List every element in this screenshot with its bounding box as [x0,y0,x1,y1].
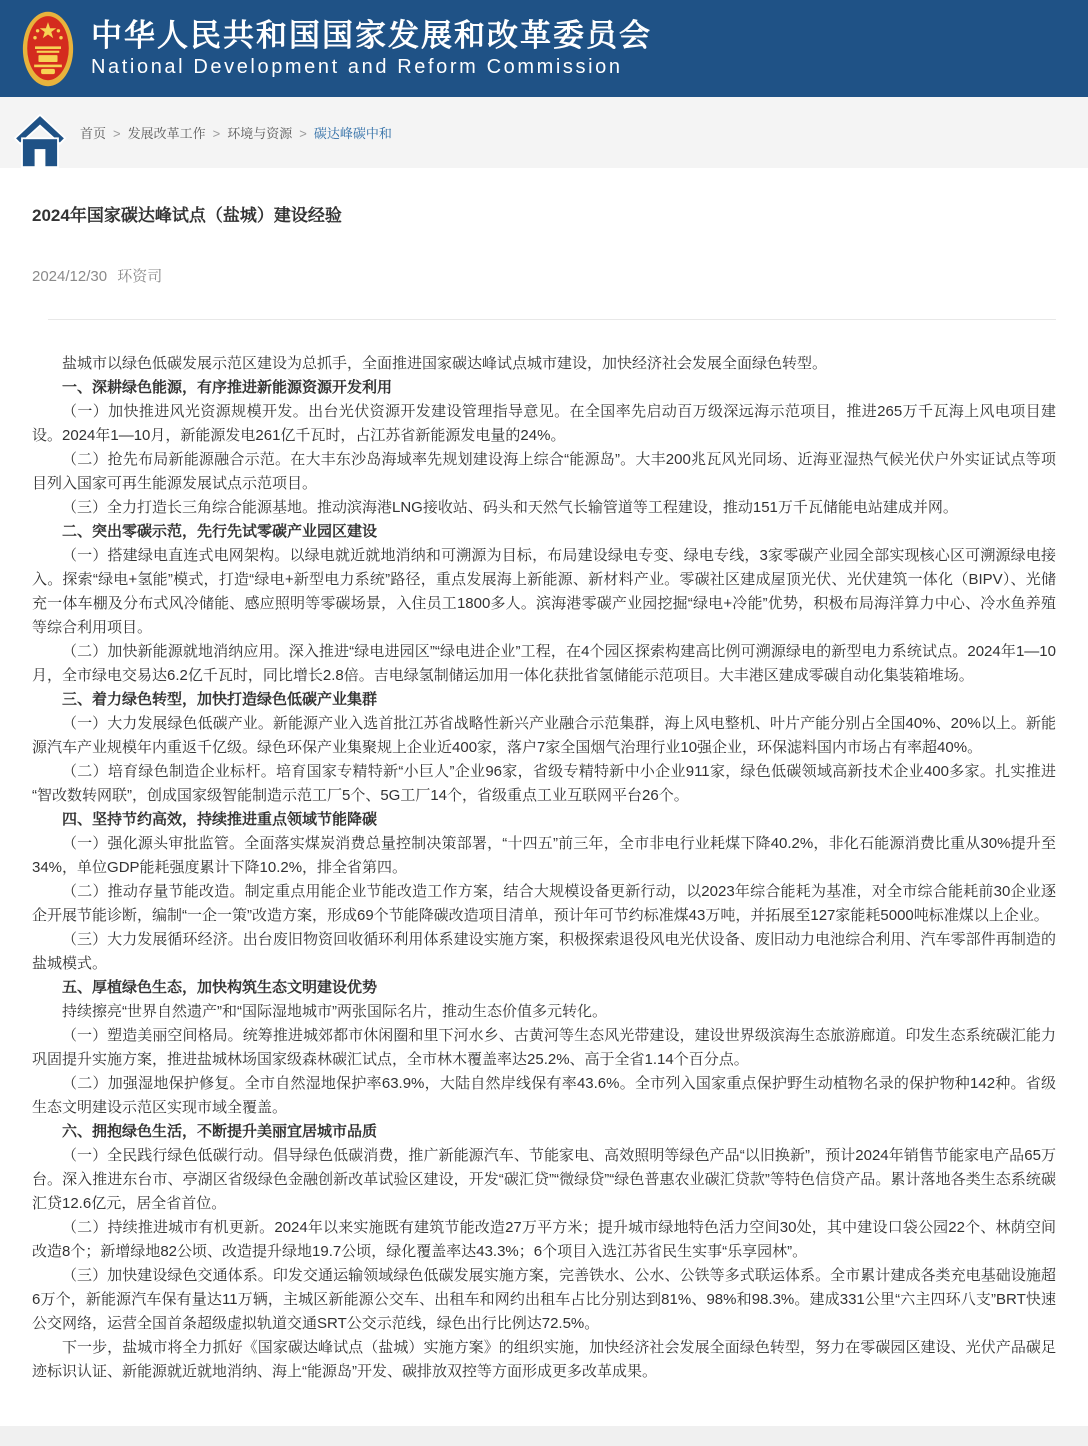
breadcrumb-separator: > [113,126,121,141]
article-paragraph: （二）培育绿色制造企业标杆。培育国家专精特新“小巨人”企业96家，省级专精特新中小企业911家，绿色低碳领域高新技术企业400多家。扎实推进“智改数转网联”，创成国家级智能制造示范工厂5个、5G工厂14个，省级重点工业互联网平台26个。 [32,763,1056,805]
breadcrumb-item-2[interactable]: 发展改革工作 [127,126,206,141]
article-paragraph: 下一步，盐城市将全力抓好《国家碳达峰试点（盐城）实施方案》的组织实施，加快经济社会发展全面绿色转型，努力在零碳园区建设、光伏产品碳足迹标识认证、新能源就近就地消纳、海上“能源岛”开发、碳排放双控等方面形成更多改革成果。 [32,1339,1056,1381]
article-paragraph: （二）持续推进城市有机更新。2024年以来实施既有建筑节能改造27万平方米；提升城市绿地特色活力空间30处，其中建设口袋公园22个、林荫空间改造8个；新增绿地82公顷、改造提升绿地19.7公顷，绿化覆盖率达43.3%；6个项目入选江苏省民生实事“乐享园林”。 [32,1219,1056,1261]
article-date: 2024/12/30 [32,268,108,286]
article-paragraph: （二）推动存量节能改造。制定重点用能企业节能改造工作方案，结合大规模设备更新行动，以2023年综合能耗为基准，对全市综合能耗前30企业逐企开展节能诊断，编制“一企一策”改造方案，形成69个节能降碳改造项目清单，预计年可节约标准煤43万吨，并拓展至127家能耗5000吨标准煤以上企业。 [32,883,1056,925]
breadcrumb [80,123,392,142]
page-footer-strip [0,1426,1088,1446]
article-department: 环资司 [117,268,163,286]
section-heading: 四、坚持节约高效，持续推进重点领域节能降碳 [62,811,378,829]
breadcrumb-separator: > [212,126,221,141]
section-heading: 三、着力绿色转型，加快打造绿色低碳产业集群 [62,691,378,709]
article-paragraph: （一）强化源头审批监管。全面落实煤炭消费总量控制决策部署，“十四五”前三年，全市非电行业耗煤下降40.2%，非化石能源消费比重从30%提升至34%，单位GDP能耗强度累计下降10.2%，排全省第四。 [32,835,1056,877]
breadcrumb-separator: > [299,126,307,141]
article-paragraph: 持续擦亮“世界自然遗产”和“国际湿地城市”两张国际名片，推动生态价值多元转化。 [62,1003,607,1021]
site-title-cn: 中华人民共和国国家发展和改革委员会 [91,17,652,53]
article-paragraph: （二）加强湿地保护修复。全市自然湿地保护率63.9%，大陆自然岸线保有率43.6%。全市列入国家重点保护野生动植物名录的保护物种142种。省级生态文明建设示范区实现市域全覆盖。 [32,1075,1056,1117]
article-paragraph: （三）加快建设绿色交通体系。印发交通运输领域绿色低碳发展实施方案，完善铁水、公水、公铁等多式联运体系。全市累计建成各类充电基础设施超6万个，新能源汽车保有量达11万辆，主城区新能源公交车、出租车和网约出租车占比分别达到81%、98%和98.3%。建成331公里“六主四环八支”BRT快速公交网络，运营全国首条超级虚拟轨道交通SRT公交示范线，绿色出行比例达72.5%。 [32,1267,1056,1333]
article-paragraph: （一）搭建绿电直连式电网架构。以绿电就近就地消纳和可溯源为目标，布局建设绿电专变、绿电专线，3家零碳产业园全部实现核心区可溯源绿电接入。探索“绿电+氢能”模式，打造“绿电+新型电力系统”路径，重点发展海上新能源、新材料产业。零碳社区建成屋顶光伏、光伏建筑一体化（BIPV）、光储充一体车棚及分布式风冷储能、感应照明等零碳场景，入住员工1800多人。滨海港零碳产业园挖掘“绿电+冷能”优势，积极布局海洋算力中心、冷水鱼养殖等综合利用项目。 [32,547,1056,637]
article-paragraph: （一）塑造美丽空间格局。统筹推进城郊都市休闲圈和里下河水乡、古黄河等生态风光带建设，建设世界级滨海生态旅游廊道。印发生态系统碳汇能力巩固提升实施方案，推进盐城林场国家级森林碳汇试点，全市林木覆盖率达25.2%、高于全省1.14个百分点。 [32,1027,1056,1069]
article-paragraph: 盐城市以绿色低碳发展示范区建设为总抓手，全面推进国家碳达峰试点城市建设，加快经济社会发展全面绿色转型。 [62,355,828,373]
home-icon[interactable] [13,113,67,169]
article-paragraph: （三）全力打造长三角综合能源基地。推动滨海港LNG接收站、码头和天然气长输管道等工程建设，推动151万千瓦储能电站建成并网。 [62,499,958,517]
breadcrumb-item-4[interactable]: 碳达峰碳中和 [313,126,392,141]
article-body [32,352,1056,1384]
article-paragraph: （一）全民践行绿色低碳行动。倡导绿色低碳消费，推广新能源汽车、节能家电、高效照明等绿色产品“以旧换新”，预计2024年销售节能家电产品65万台。深入推进东台市、亭湖区省级绿色金融创新改革试验区建设，开发“碳汇贷”“微绿贷”“绿色普惠农业碳汇贷款”等特色信贷产品。累计落地各类生态系统碳汇贷12.6亿元，居全省首位。 [32,1147,1056,1213]
section-heading: 一、深耕绿色能源，有序推进新能源资源开发利用 [62,379,393,397]
breadcrumb-item-1[interactable]: 首页 [80,126,107,141]
article-meta [32,265,1056,286]
article [0,168,1088,1426]
site-title-en: National Development and Reform Commission [91,56,623,79]
article-paragraph: （三）大力发展循环经济。出台废旧物资回收循环利用体系建设实施方案，积极探索退役风电光伏设备、废旧动力电池综合利用、汽车零部件再制造的盐城模式。 [32,931,1056,973]
divider [48,319,1056,320]
section-heading: 二、突出零碳示范，先行先试零碳产业园区建设 [62,523,378,541]
china-national-emblem-icon [22,10,74,88]
site-header [0,0,1088,97]
article-title: 2024年国家碳达峰试点（盐城）建设经验 [32,206,342,225]
breadcrumb-bar [0,97,1088,168]
article-paragraph: （一）大力发展绿色低碳产业。新能源产业入选首批江苏省战略性新兴产业融合示范集群，海上风电整机、叶片产能分别占全国40%、20%以上。新能源汽车产业规模年内重返千亿级。绿色环保产业集聚规上企业近400家，落户7家全国烟气治理行业10强企业，环保滤料国内市场占有率超40%。 [32,715,1056,757]
section-heading: 五、厚植绿色生态，加快构筑生态文明建设优势 [62,979,378,997]
header-titles [91,18,652,80]
breadcrumb-item-3[interactable]: 环境与资源 [227,126,293,141]
article-paragraph: （二）加快新能源就地消纳应用。深入推进“绿电进园区”“绿电进企业”工程，在4个园区探索构建高比例可溯源绿电的新型电力系统试点。2024年1—10月，全市绿电交易达6.2亿千瓦时，同比增长2.8倍。吉电绿氢制储运加用一体化获批省氢储能示范项目。大丰港区建成零碳自动化集装箱堆场。 [32,643,1056,685]
article-paragraph: （一）加快推进风光资源规模开发。出台光伏资源开发建设管理指导意见。在全国率先启动百万级深远海示范项目，推进265万千瓦海上风电项目建设。2024年1—10月，新能源发电261亿千瓦时，占江苏省新能源发电量的24%。 [32,403,1056,445]
section-heading: 六、拥抱绿色生活，不断提升美丽宜居城市品质 [62,1123,378,1141]
article-paragraph: （二）抢先布局新能源融合示范。在大丰东沙岛海域率先规划建设海上综合“能源岛”。大丰200兆瓦风光同场、近海亚湿热气候光伏户外实证试点等项目列入国家可再生能源发展试点示范项目。 [32,451,1056,493]
